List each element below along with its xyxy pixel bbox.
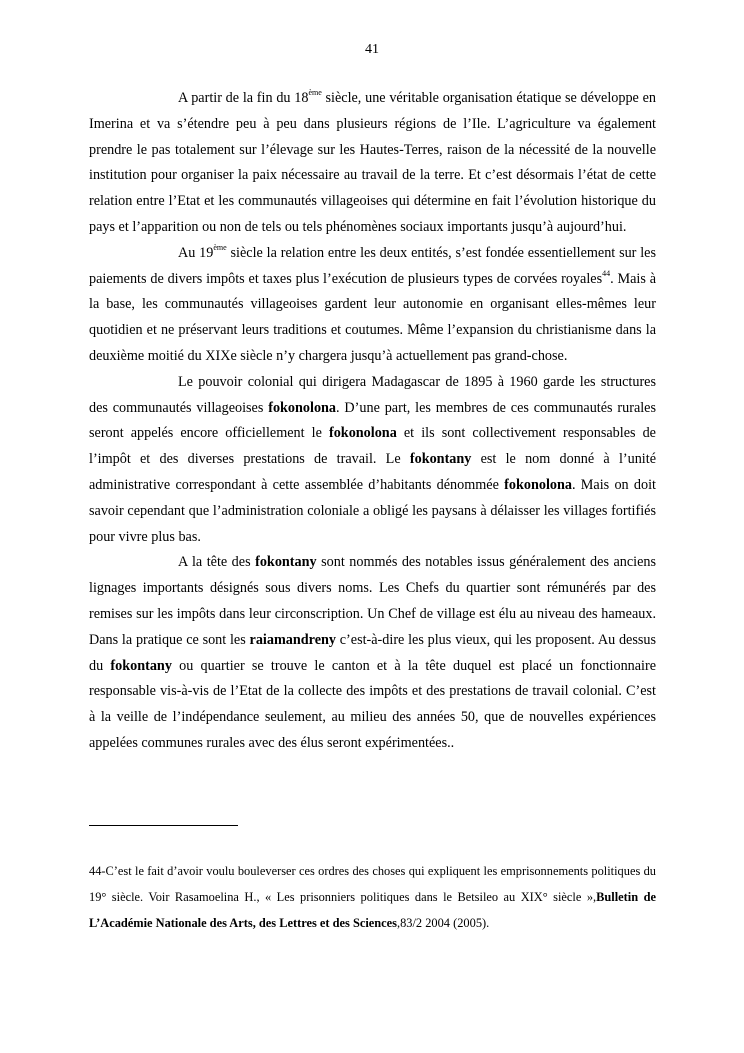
term: fokontany: [409, 451, 472, 468]
text: est le nom donné à l’unité administrative correspondant à cette assemblée d’habitants dénommée: [89, 451, 656, 493]
journal-title: Bulletin de L’Académie Nationale des Arts, des Lettres et des Sciences: [89, 890, 656, 930]
footnote-ref: 44: [602, 268, 611, 278]
superscript: ème: [308, 88, 322, 97]
text: 44-C’est le fait d’avoir voulu bouleverser ces ordres des choses qui expliquent les emprisonnements politiques du 19° siècle. Voir Rasamoelina H., « Les prisonniers politiques dans le Betsileo au XIX° siècle »,: [89, 864, 656, 904]
paragraph-4: [89, 550, 656, 756]
text: A la tête des: [178, 554, 256, 571]
text: A partir de la fin du 18: [178, 90, 309, 106]
footnote-44: [89, 858, 656, 936]
text: ,83/2 2004 (2005).: [397, 916, 490, 930]
paragraph-2: [89, 241, 656, 370]
text: . D’une part, les membres de ces communautés rurales seront appelés encore officiellement le: [89, 399, 657, 442]
text: . Mais on doit savoir cependant que l’administration coloniale a obligé les paysans à délaisser les villages fortifiés pour vivre plus bas.: [89, 476, 656, 545]
text: ou quartier se trouve le canton et à la tête duquel est placé un fonctionnaire responsable vis-à-vis de l’Etat de la collecte des impôts et des prestations de travail colonial. C’est à la veille de l’indépendance seulement, au milieu des années 50, que de nouvelles expériences appelées communes rurales avec des élus seront expérimentées..: [89, 657, 657, 751]
paragraph-1: [89, 86, 656, 241]
text: Le pouvoir colonial qui dirigera Madagascar de 1895 à 1960 garde les structures des communautés villageoises: [89, 373, 656, 416]
footnote-separator: [89, 825, 238, 826]
text: Au 19: [178, 244, 214, 261]
term: fokontany: [255, 554, 317, 571]
term: fokontany: [110, 657, 172, 674]
text: et ils sont collectivement responsables de l’impôt et des diverses prestations de travail. Le: [89, 425, 656, 468]
body-text: [89, 86, 656, 757]
text: siècle, une véritable organisation étatique se développe en Imerina et va s’étendre peu à peu dans plusieurs régions de l’Ile. L’agriculture va également prendre le pas totalement sur l’élevage sur les Hautes-Terres, raison de la nécessité de la nouvelle institution pour organiser la paix nécessaire au travail de la terre. Et c’est désormais l’état de cette relation entre l’Etat et les communautés villageoises qui détermine en fait l’évolution historique du pays et l’apparition ou non de tels ou tels phénomènes sociaux importants jusqu’à aujourd’hui.: [89, 90, 656, 235]
page-number: 41: [365, 42, 379, 57]
superscript: ème: [213, 242, 227, 252]
term: raiamandreny: [249, 631, 336, 648]
term: fokonolona: [504, 476, 572, 493]
term: fokonolona: [328, 425, 397, 442]
text: sont nommés des notables issus généralement des anciens lignages importants désignés sous divers noms. Les Chefs du quartier sont rémunérés par des remises sur les impôts dans leur circonscription. Un Chef de village est élu au niveau des hameaux. Dans la pratique ce sont les: [89, 554, 657, 648]
text: . Mais à la base, les communautés villageoises gardent leur autonomie en organisant elles-mêmes leur quotidien et ne préservant leurs traditions et coutumes. Même l’expansion du christianisme dans la deuxième moitié du XIXe siècle n’y chargera jusqu’à actuellement pas grand-chose.: [89, 270, 656, 364]
term: fokonolona: [268, 399, 337, 416]
text: c’est-à-dire les plus vieux, qui les proposent. Au dessus du: [89, 631, 656, 674]
text: siècle la relation entre les deux entités, s’est fondée essentiellement sur les paiements de divers impôts et taxes plus l’exécution de plusieurs types de corvées royales: [89, 244, 657, 287]
paragraph-3: [89, 370, 656, 551]
